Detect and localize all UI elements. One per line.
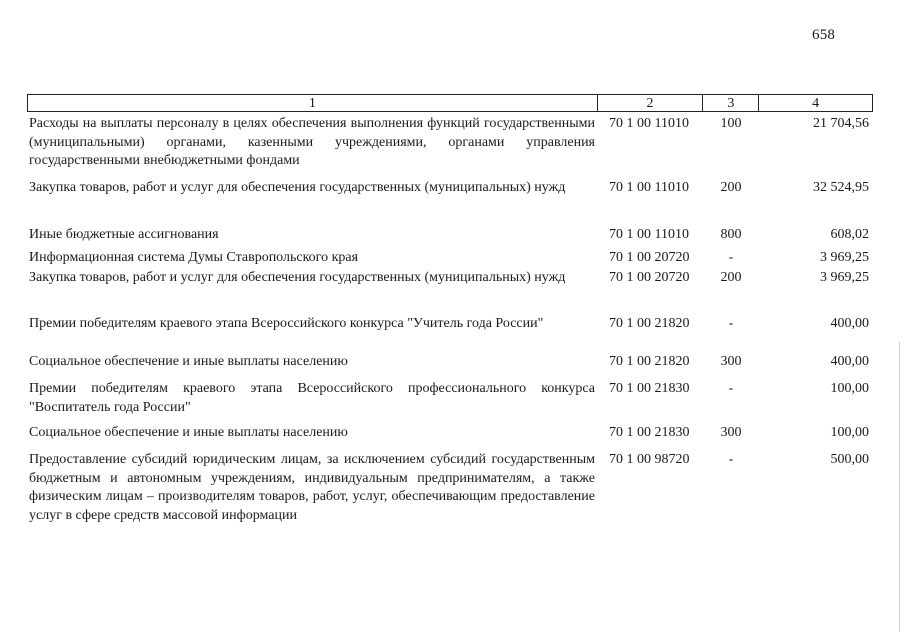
row-kind: - <box>728 250 734 265</box>
column-header-4: 4 <box>812 96 820 111</box>
row-kind: 200 <box>720 270 742 285</box>
row-description: Закупка товаров, работ и услуг для обеспечения государственных (муниципальных) нужд <box>29 270 566 285</box>
row-code: 70 1 00 11010 <box>609 116 689 131</box>
row-amount: 3 969,25 <box>820 250 869 265</box>
row-kind: - <box>728 452 734 467</box>
row-description: Премии победителям краевого этапа Всероссийского конкурса "Учитель года России" <box>29 316 544 331</box>
row-description: Социальное обеспечение и иные выплаты населению <box>29 425 348 440</box>
row-description: Закупка товаров, работ и услуг для обеспечения государственных (муниципальных) нужд <box>29 180 566 195</box>
row-kind: 100 <box>720 116 742 131</box>
row-amount: 3 969,25 <box>820 270 869 285</box>
row-amount: 21 704,56 <box>813 116 869 131</box>
row-kind: 200 <box>720 180 742 195</box>
row-description: Социальное обеспечение и иные выплаты населению <box>29 354 348 369</box>
row-kind: 300 <box>720 425 742 440</box>
row-code: 70 1 00 21830 <box>609 381 690 396</box>
row-code: 70 1 00 21830 <box>609 425 690 440</box>
row-amount: 400,00 <box>830 316 869 331</box>
row-code: 70 1 00 20720 <box>609 250 690 265</box>
scan-edge-line <box>899 342 900 632</box>
row-description: Премии победителям краевого этапа Всероссийского профессионального конкурса "Воспитатель года России" <box>29 381 595 415</box>
page-number: 658 <box>812 27 836 43</box>
row-amount: 32 524,95 <box>813 180 869 195</box>
row-code: 70 1 00 20720 <box>609 270 690 285</box>
row-amount: 100,00 <box>830 425 869 440</box>
row-kind: - <box>728 381 734 396</box>
row-kind: - <box>728 316 734 331</box>
row-code: 70 1 00 21820 <box>609 316 690 331</box>
row-code: 70 1 00 21820 <box>609 354 690 369</box>
row-amount: 400,00 <box>830 354 869 369</box>
row-description: Расходы на выплаты персоналу в целях обеспечения выполнения функций государственными (муниципальными) органами, казенными учреждениями, органами управления государственными внебюджетными фондами <box>29 116 595 168</box>
row-code: 70 1 00 11010 <box>609 180 689 195</box>
row-amount: 500,00 <box>830 452 869 467</box>
row-amount: 608,02 <box>830 227 869 242</box>
row-amount: 100,00 <box>830 381 869 396</box>
row-description: Иные бюджетные ассигнования <box>29 227 219 242</box>
column-header-2: 2 <box>598 95 704 111</box>
column-header-1: 1 <box>28 95 598 111</box>
row-description: Предоставление субсидий юридическим лицам, за исключением субсидий государственным бюджетным и автономным учреждениям, индивидуальным предпринимателям, а также физическим лицам – производителям товаров, работ, услуг, обеспечивающим предоставление услуг в сфере средств массовой информации <box>29 452 595 523</box>
row-code: 70 1 00 11010 <box>609 227 689 242</box>
table-header <box>27 94 873 112</box>
row-kind: 300 <box>720 354 742 369</box>
row-code: 70 1 00 98720 <box>609 452 690 467</box>
column-header-3: 3 <box>703 95 759 111</box>
row-kind: 800 <box>720 227 742 242</box>
row-description: Информационная система Думы Ставропольского края <box>29 250 359 265</box>
